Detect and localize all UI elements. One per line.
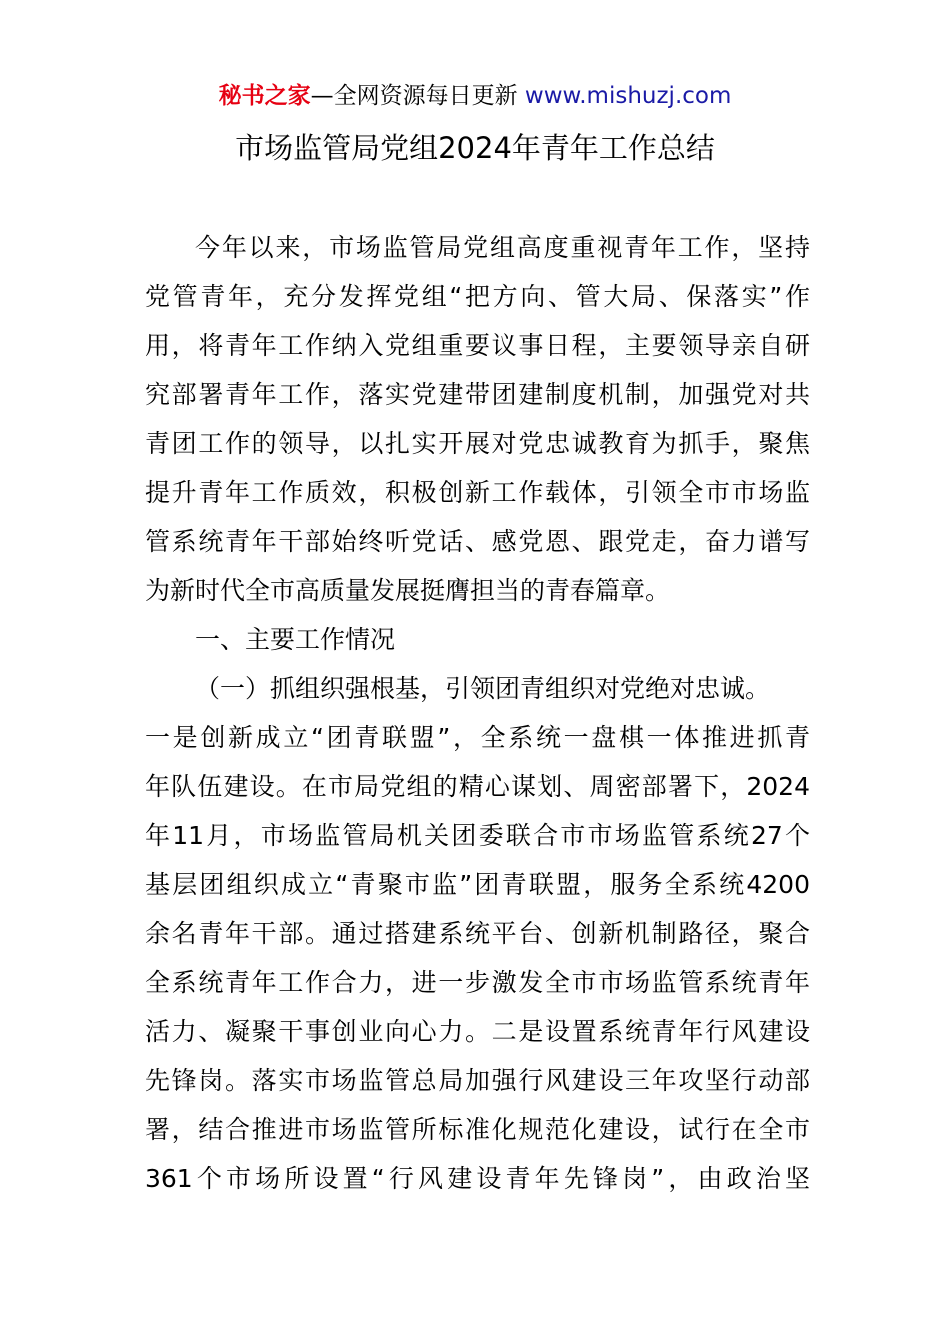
paragraph-line: 全系统青年工作合力，进一步激发全市市场监管系统青年 [145, 968, 810, 997]
document-title: 市场监管局党组2024年青年工作总结 [235, 131, 715, 165]
paragraph-line: 活力、凝聚干事创业向心力。二是设置系统青年行风建设 [145, 1017, 810, 1046]
site-header [0, 80, 950, 112]
paragraph-line: 署，结合推进市场监管所标准化规范化建设，试行在全市 [145, 1115, 810, 1144]
paragraph-line: 究部署青年工作，落实党建带团建制度机制，加强党对共 [145, 380, 810, 409]
paragraph-line: 提升青年工作质效，积极创新工作载体，引领全市市场监 [145, 478, 810, 507]
paragraph-line: 先锋岗。落实市场监管总局加强行风建设三年攻坚行动部 [145, 1066, 810, 1095]
paragraph-line: 基层团组织成立“青聚市监”团青联盟，服务全系统4200 [145, 870, 810, 899]
section-heading: 一、主要工作情况 [195, 625, 396, 654]
paragraph-line: 青团工作的领导，以扎实开展对党忠诚教育为抓手，聚焦 [145, 429, 810, 458]
paragraph-line: 年11月，市场监管局机关团委联合市市场监管系统27个 [145, 821, 810, 850]
paragraph-line: 年队伍建设。在市局党组的精心谋划、周密部署下，2024 [145, 772, 810, 801]
paragraph-line: 为新时代全市高质量发展挺膺担当的青春篇章。 [145, 576, 671, 605]
paragraph-line: 党管青年，充分发挥党组“把方向、管大局、保落实”作 [145, 282, 810, 311]
paragraph-line: 管系统青年干部始终听党话、感党恩、跟党走，奋力谱写 [145, 527, 810, 556]
brand-name: 秘书之家 [218, 83, 311, 109]
header-tagline: —全网资源每日更新 [310, 83, 525, 109]
site-url[interactable]: www.mishuzj.com [524, 83, 732, 109]
subsection-heading: （一）抓组织强根基，引领团青组织对党绝对忠诚。 [195, 674, 771, 703]
paragraph-line: 一是创新成立“团青联盟”，全系统一盘棋一体推进抓青 [145, 723, 810, 752]
paragraph-line: 余名青年干部。通过搭建系统平台、创新机制路径，聚合 [145, 919, 810, 948]
paragraph-line: 用，将青年工作纳入党组重要议事日程，主要领导亲自研 [145, 331, 810, 360]
paragraph-line: 今年以来，市场监管局党组高度重视青年工作，坚持 [195, 233, 810, 262]
paragraph-line: 361个市场所设置“行风建设青年先锋岗”，由政治坚 [145, 1164, 810, 1193]
